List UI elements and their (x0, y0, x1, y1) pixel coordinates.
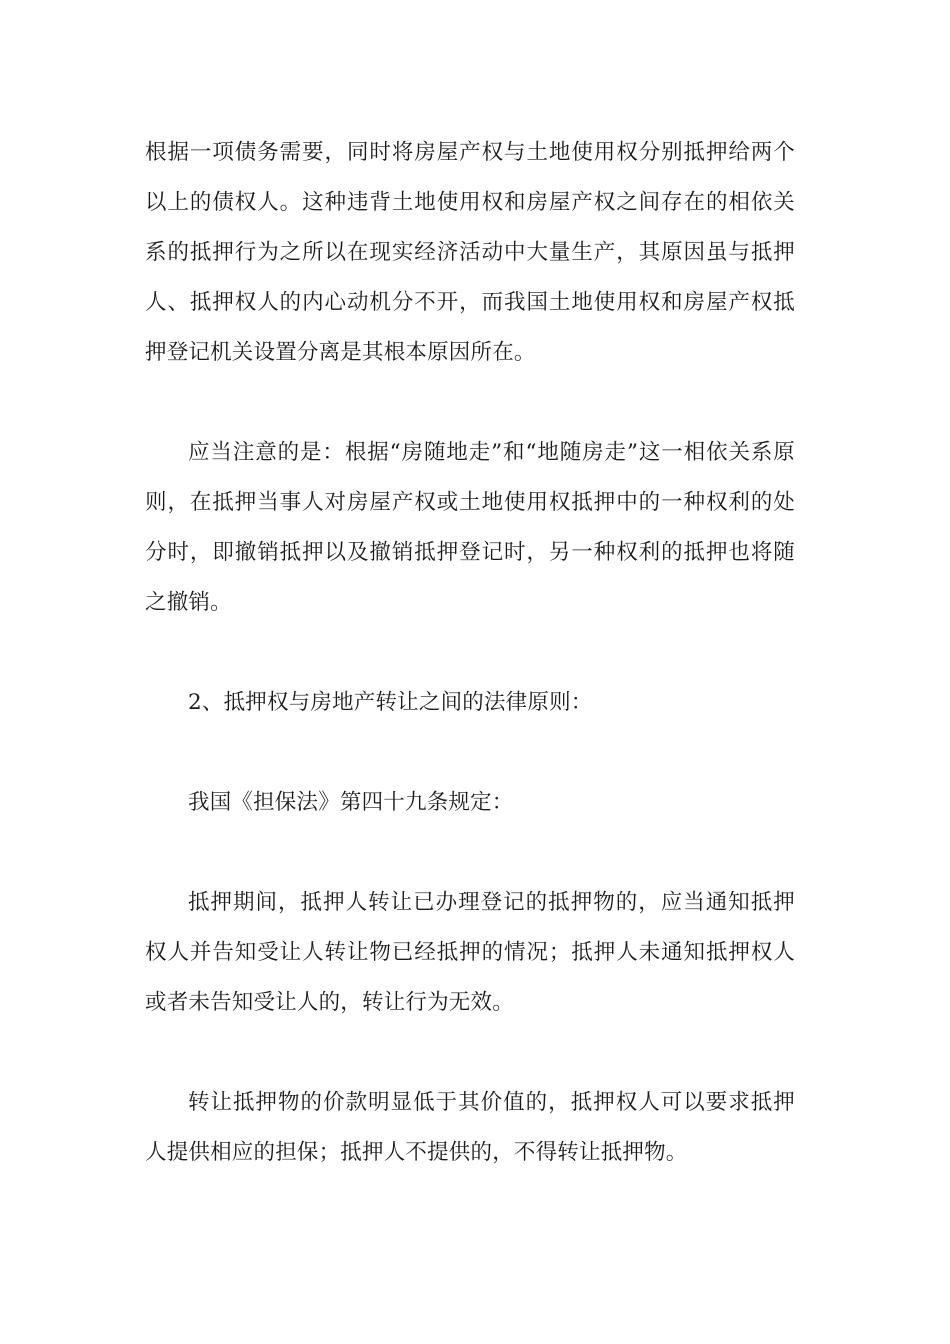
paragraph-3: 2、抵押权与房地产转让之间的法律原则： (188, 690, 593, 715)
paragraph-2: 应当注意的是：根据“房随地走”和“地随房走”这一相依关系原则，在抵押当事人对房屋产权或土地使用权抵押中的一种权利的处分时，即撤销抵押以及撤销抵押登记时，另一种权利的抵押也将随之撤销。 (145, 440, 795, 615)
paragraph-1: 根据一项债务需要，同时将房屋产权与土地使用权分别抵押给两个以上的债权人。这种违背土地使用权和房屋产权之间存在的相依关系的抵押行为之所以在现实经济活动中大量生产，其原因虽与抵押人、抵押权人的内心动机分不开，而我国土地使用权和房屋产权抵押登记机关设置分离是其根本原因所在。 (145, 140, 795, 365)
document-body (145, 128, 795, 1228)
paragraph-4: 我国《担保法》第四十九条规定： (188, 790, 514, 815)
paragraph-6: 转让抵押物的价款明显低于其价值的，抵押权人可以要求抵押人提供相应的担保；抵押人不提供的，不得转让抵押物。 (145, 1090, 795, 1165)
paragraph-5: 抵押期间，抵押人转让已办理登记的抵押物的，应当通知抵押权人并告知受让人转让物已经抵押的情况；抵押人未通知抵押权人或者未告知受让人的，转让行为无效。 (145, 890, 795, 1015)
